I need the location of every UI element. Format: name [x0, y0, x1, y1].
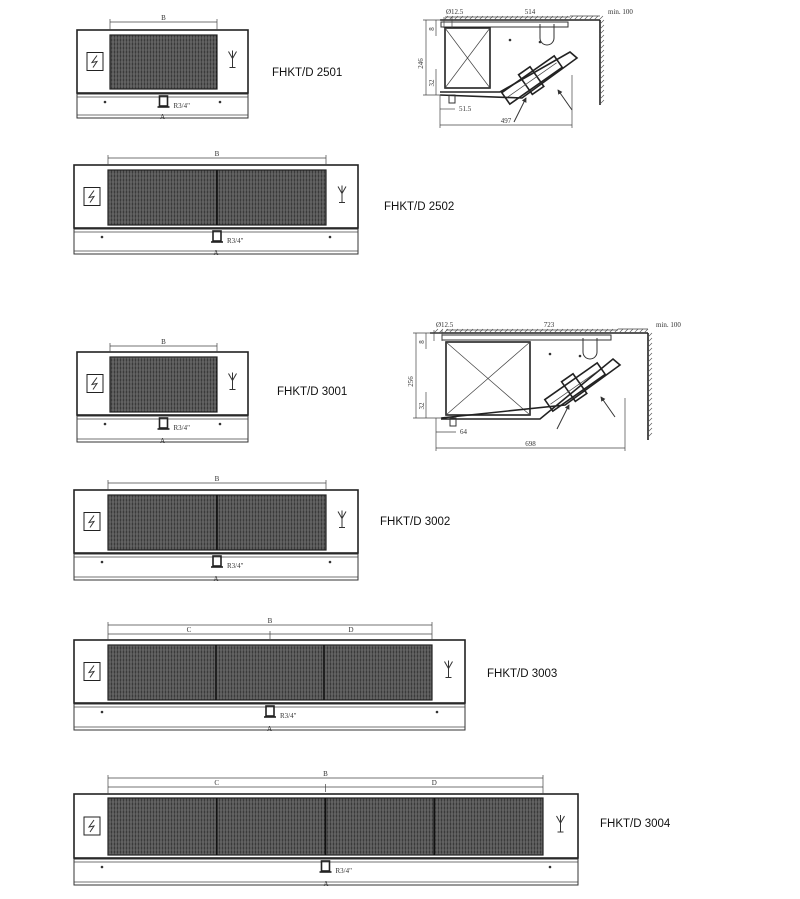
connection-size-label: R3/4" — [227, 237, 244, 245]
depth-bottom-label: 497 — [500, 117, 512, 125]
mount-hole — [549, 353, 552, 356]
ceiling-hatch — [599, 16, 603, 20]
drain-cup — [583, 338, 597, 359]
mount-hole — [104, 423, 107, 426]
mount-hole — [579, 355, 582, 358]
depth-top-label: 723 — [543, 321, 555, 329]
drain-offset-label: 51.5 — [459, 105, 472, 113]
mount-hole — [329, 561, 332, 564]
dimension-c-label: C — [186, 626, 192, 634]
mounting-rail — [442, 335, 611, 340]
drain-connection — [213, 556, 221, 566]
front-view-4 — [74, 475, 358, 583]
dimension-b-label: B — [323, 770, 328, 778]
valve-icon — [338, 186, 346, 203]
front-view-5 — [74, 617, 465, 733]
airflow-arrow — [557, 405, 569, 429]
h2-label: 32 — [428, 79, 436, 87]
front-view-3 — [77, 338, 248, 445]
drain-offset-label: 64 — [460, 428, 467, 436]
height-label: 256 — [407, 376, 415, 387]
mount-hole — [219, 423, 222, 426]
mount-hole — [101, 561, 104, 564]
model-label: FHKT/D 2501 — [272, 67, 343, 79]
dimension-d-label: D — [431, 779, 437, 787]
model-label: FHKT/D 3003 — [487, 668, 558, 680]
mount-hole — [436, 711, 439, 714]
mount-hole — [101, 711, 104, 714]
pipe-diameter-label: Ø12.5 — [436, 321, 454, 329]
model-label: FHKT/D 2502 — [384, 201, 455, 213]
dimension-a-label: A — [266, 725, 273, 733]
valve-icon — [229, 51, 237, 68]
drain-connection — [266, 706, 274, 716]
drain-connection — [213, 231, 221, 241]
h2-label: 32 — [418, 402, 426, 410]
dimension-b-label: B — [267, 617, 273, 625]
clearance-label: min. 100 — [608, 8, 633, 16]
connection-size-label: R3/4" — [227, 562, 244, 570]
h1-label: 8 — [428, 27, 436, 31]
valve-icon — [229, 373, 237, 390]
connection-size-label: R3/4" — [335, 867, 352, 875]
model-label: FHKT/D 3002 — [380, 516, 451, 528]
model-label: FHKT/D 3001 — [277, 386, 348, 398]
mount-hole — [104, 101, 107, 104]
drain-connection — [322, 861, 330, 871]
side-view-2 — [407, 321, 681, 451]
drain-connection — [160, 418, 168, 428]
front-view-1 — [77, 14, 248, 121]
valve-icon — [557, 815, 565, 832]
drain-connection — [160, 96, 168, 106]
mount-hole — [219, 101, 222, 104]
connection-size-label: R3/4" — [280, 712, 297, 720]
h1-label: 8 — [418, 340, 426, 344]
dimension-b-label: B — [214, 475, 220, 483]
dimension-a-label: A — [213, 575, 219, 583]
side-view-1 — [417, 8, 633, 128]
airflow-arrow — [601, 397, 615, 417]
depth-top-label: 514 — [524, 8, 536, 16]
dimension-a-label: A — [159, 437, 166, 445]
model-label: FHKT/D 3004 — [600, 818, 671, 830]
clearance-label: min. 100 — [656, 321, 681, 329]
coil-block — [110, 35, 217, 89]
airflow-arrow — [514, 98, 526, 122]
front-view-2 — [74, 150, 358, 257]
mount-hole — [509, 39, 512, 42]
front-view-6 — [74, 770, 578, 888]
coil-axis — [507, 63, 556, 97]
dimension-b-label: B — [161, 338, 166, 346]
coil-axis — [550, 370, 599, 404]
height-label: 246 — [417, 58, 425, 69]
dimension-a-label: A — [159, 113, 166, 121]
pipe-diameter-label: Ø12.5 — [446, 8, 464, 16]
mount-hole — [101, 866, 104, 869]
mount-hole — [549, 866, 552, 869]
dimension-d-label: D — [348, 626, 354, 634]
dimension-c-label: C — [214, 779, 220, 787]
mount-hole — [329, 236, 332, 239]
airflow-arrow — [558, 90, 572, 110]
dimension-a-label: A — [213, 249, 219, 257]
connection-size-label: R3/4" — [173, 424, 190, 432]
depth-bottom-label: 698 — [525, 440, 536, 448]
coil-block — [110, 357, 217, 412]
connection-size-label: R3/4" — [173, 102, 190, 110]
coil-block — [108, 645, 432, 700]
dimension-a-label: A — [323, 880, 329, 888]
valve-icon — [338, 511, 346, 528]
valve-icon — [445, 661, 453, 678]
mount-hole — [539, 41, 542, 44]
dimension-b-label: B — [161, 14, 166, 22]
mounting-rail — [441, 22, 568, 27]
dimension-b-label: B — [214, 150, 220, 158]
mount-hole — [101, 236, 104, 239]
